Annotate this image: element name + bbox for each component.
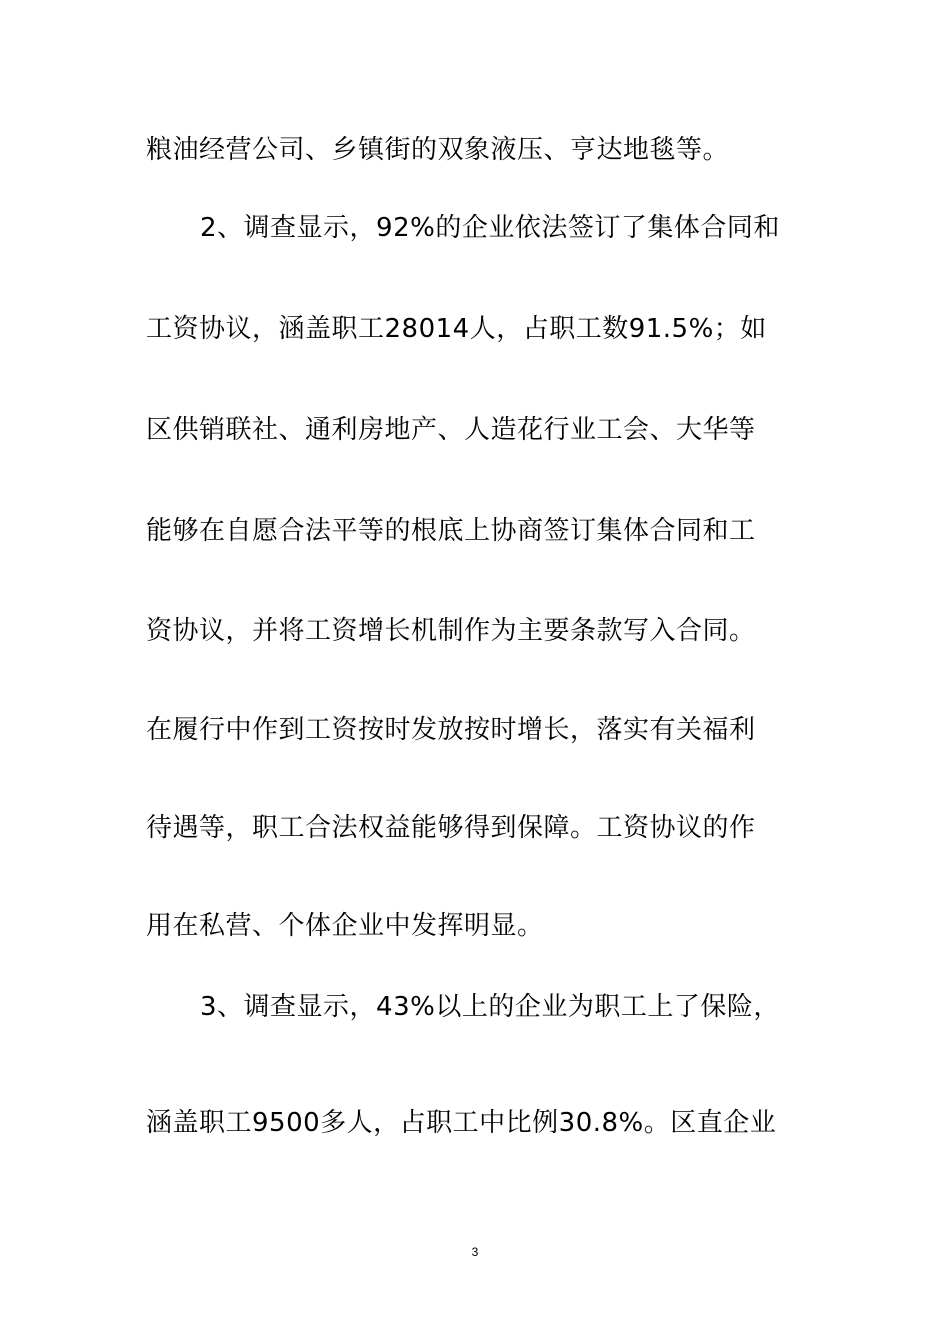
paragraph-2-start: 2、调查显示，92%的企业依法签订了集体合同和: [200, 213, 780, 243]
text-line: 粮油经营公司、乡镇街的双象液压、亨达地毯等。: [146, 135, 730, 165]
paragraph-3-start: 3、调查显示，43%以上的企业为职工上了保险，: [200, 992, 780, 1022]
text-line: 工资协议，涵盖职工28014人，占职工数91.5%；如: [146, 314, 767, 344]
text-line: 区供销联社、通利房地产、人造花行业工会、大华等: [146, 415, 756, 445]
page-number: 3: [471, 1245, 479, 1259]
text-line: 在履行中作到工资按时发放按时增长，落实有关福利: [146, 715, 756, 745]
text-line: 资协议，并将工资增长机制作为主要条款写入合同。: [146, 616, 756, 646]
text-line: 用在私营、个体企业中发挥明显。: [146, 911, 544, 941]
text-line: 待遇等，职工合法权益能够得到保障。工资协议的作: [146, 813, 756, 843]
text-line: 涵盖职工9500多人，占职工中比例30.8%。区直企业: [146, 1108, 777, 1138]
text-line: 能够在自愿合法平等的根底上协商签订集体合同和工: [146, 516, 756, 546]
